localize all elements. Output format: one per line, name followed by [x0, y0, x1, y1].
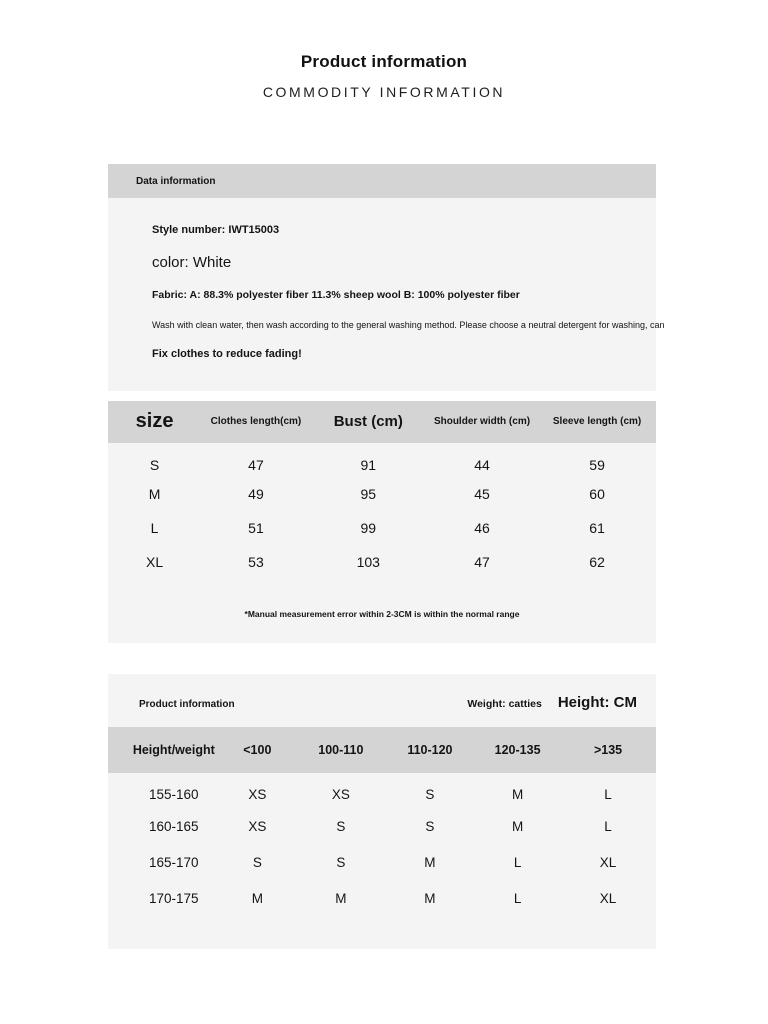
height-weight-section	[108, 674, 656, 949]
value-cell: 99	[360, 519, 377, 536]
height-range-cell: 155-160	[149, 787, 199, 803]
size-cell: S	[149, 456, 160, 473]
size-reco-cell: XL	[599, 891, 617, 907]
section-bottom-padding	[108, 917, 656, 949]
size-reco-cell: M	[335, 891, 347, 907]
data-information-body	[108, 198, 665, 391]
size-cell: L	[150, 519, 159, 536]
value-cell: 103	[356, 553, 380, 570]
size-reco-cell: S	[252, 855, 262, 871]
size-chart-table	[108, 401, 656, 579]
weight-range-header-cell: <100	[218, 727, 297, 773]
height-weight-row	[108, 773, 656, 809]
size-chart-row	[108, 477, 656, 511]
bust-header-cell: Bust (cm)	[311, 401, 426, 443]
height-range-cell: 170-175	[149, 891, 199, 907]
value-cell: 91	[360, 456, 377, 473]
height-range-cell: 160-165	[149, 819, 199, 835]
weight-unit-label: Weight: catties	[467, 697, 542, 710]
height-weight-table	[108, 727, 656, 917]
page-title: Product information	[300, 52, 468, 71]
height-weight-labels-row	[108, 674, 656, 727]
size-reco-cell: M	[511, 787, 524, 803]
value-cell: 59	[589, 456, 605, 473]
size-reco-cell: XS	[248, 819, 267, 835]
size-chart-header-row	[108, 401, 656, 443]
weight-range-header-cell: 110-120	[385, 727, 475, 773]
value-cell: 51	[248, 519, 264, 536]
style-number-text: Style number: IWT15003	[152, 224, 280, 236]
size-reco-cell: XS	[248, 787, 267, 803]
value-cell: 53	[248, 553, 264, 570]
size-reco-cell: XS	[331, 787, 350, 803]
size-reco-cell: XL	[599, 855, 617, 871]
value-cell: 95	[360, 485, 377, 502]
size-reco-cell: M	[424, 891, 436, 907]
data-information-section	[108, 164, 665, 391]
height-weight-header-cell: Height/weight	[108, 727, 218, 773]
shoulder-width-header-cell: Shoulder width (cm)	[426, 401, 538, 443]
content-container	[108, 164, 665, 949]
size-cell: M	[148, 485, 161, 502]
size-header-cell: size	[108, 401, 201, 443]
size-chart-row	[108, 545, 656, 579]
product-information-label: Product information	[139, 698, 235, 710]
value-cell: 62	[589, 553, 605, 570]
color-text: color: White	[152, 254, 232, 272]
value-cell: 49	[248, 485, 264, 502]
size-reco-cell: S	[425, 787, 435, 803]
sleeve-length-header-cell: Sleeve length (cm)	[538, 401, 656, 443]
weight-range-header-cell: 120-135	[475, 727, 560, 773]
value-cell: 47	[474, 553, 490, 570]
page-header	[0, 0, 768, 100]
size-reco-cell: S	[336, 855, 346, 871]
height-weight-row	[108, 809, 656, 845]
value-cell: 46	[474, 519, 490, 536]
measurement-note: *Manual measurement error within 2-3CM is within the normal range	[244, 608, 520, 619]
weight-range-header-cell: 100-110	[297, 727, 385, 773]
value-cell: 44	[474, 456, 490, 473]
size-reco-cell: L	[604, 787, 612, 803]
height-range-cell: 165-170	[149, 855, 199, 871]
size-reco-cell: M	[251, 891, 263, 907]
fabric-text: Fabric: A: 88.3% polyester fiber 11.3% sheep wool B: 100% polyester fiber	[152, 289, 520, 302]
fix-note-text: Fix clothes to reduce fading!	[152, 347, 302, 360]
value-cell: 45	[474, 485, 490, 502]
size-chart-section	[108, 401, 656, 643]
data-information-header: Data information	[108, 164, 656, 198]
size-chart-row	[108, 443, 656, 477]
size-reco-cell: S	[336, 819, 346, 835]
weight-range-header-cell: >135	[560, 727, 656, 773]
size-reco-cell: L	[604, 819, 612, 835]
height-weight-header-row	[108, 727, 656, 773]
value-cell: 61	[589, 519, 605, 536]
size-reco-cell: S	[425, 819, 435, 835]
size-reco-cell: M	[424, 855, 436, 871]
size-reco-cell: L	[513, 855, 522, 871]
size-reco-cell: M	[511, 819, 524, 835]
wash-instructions-text: Wash with clean water, then wash according to the general washing method. Please choose a neutral detergent for washing, can	[152, 319, 665, 330]
height-weight-row	[108, 845, 656, 881]
size-reco-cell: L	[513, 891, 522, 907]
clothes-length-header-cell: Clothes length(cm)	[201, 401, 311, 443]
value-cell: 47	[248, 456, 264, 473]
value-cell: 60	[589, 485, 605, 502]
size-cell: XL	[146, 553, 164, 570]
page-subtitle: COMMODITY INFORMATION	[262, 84, 506, 100]
height-weight-row	[108, 881, 656, 917]
size-chart-row	[108, 511, 656, 545]
height-unit-label: Height: CM	[557, 693, 637, 711]
